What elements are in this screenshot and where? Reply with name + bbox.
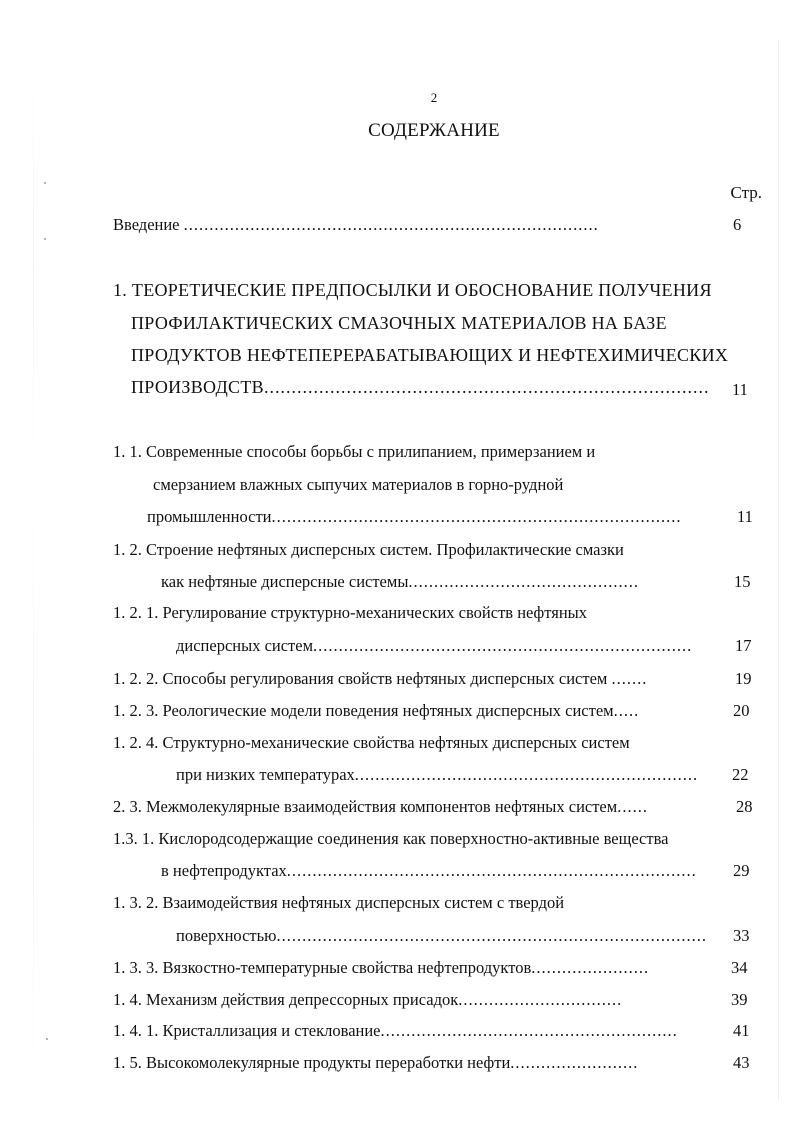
toc-entry: 1. 2. 2. Способы регулирования свойств нефтяных дисперсных систем ....... [113, 669, 648, 688]
toc-chapter-heading: ПРОИЗВОДСТВ................................................................................. [131, 377, 710, 397]
toc-page-number: 11 [732, 380, 748, 399]
toc-entry: поверхностью.................................................................................... [176, 926, 707, 945]
toc-page-number: 17 [735, 636, 752, 655]
toc-page-number: 19 [735, 669, 752, 688]
toc-page-number: 29 [733, 861, 750, 880]
toc-chapter-heading: ПРОФИЛАКТИЧЕСКИХ СМАЗОЧНЫХ МАТЕРИАЛОВ НА БАЗЕ [131, 313, 667, 333]
toc-entry: 2. 3. Межмолекулярные взаимодействия компонентов нефтяных систем...... [113, 797, 648, 816]
toc-page-number: 22 [732, 765, 749, 784]
toc-page-number: 28 [736, 797, 753, 816]
toc-page-number: 43 [733, 1053, 750, 1072]
toc-chapter-heading: 1. ТЕОРЕТИЧЕСКИЕ ПРЕДПОСЫЛКИ И ОБОСНОВАНИЕ ПОЛУЧЕНИЯ [113, 280, 712, 300]
toc-entry: 1. 2. 3. Реологические модели поведения нефтяных дисперсных систем..... [113, 701, 640, 720]
toc-page-number: 39 [731, 990, 748, 1009]
toc-page-number: 41 [733, 1021, 750, 1040]
toc-entry-intro: Введение ................................................................................. [113, 215, 599, 234]
toc-entry: в нефтепродуктах................................................................................ [161, 861, 697, 880]
toc-entry: при низких температурах................................................................... [176, 765, 699, 784]
scan-edge-left [33, 60, 34, 1100]
toc-entry: промышленности................................................................................ [147, 507, 682, 526]
toc-page-number: 15 [734, 572, 751, 591]
toc-entry: 1. 2. 1. Регулирование структурно-механических свойств нефтяных [113, 603, 587, 622]
toc-entry: 1. 4. Механизм действия депрессорных присадок................................ [113, 990, 623, 1009]
toc-entry: 1. 2. 4. Структурно-механические свойства нефтяных дисперсных систем [113, 733, 630, 752]
scan-speck [44, 182, 46, 184]
scan-speck [44, 238, 46, 240]
scan-speck [46, 1038, 48, 1040]
toc-entry: 1. 4. 1. Кристаллизация и стеклование.......................................................... [113, 1021, 678, 1040]
scan-edge-right [778, 40, 779, 1100]
toc-entry: как нефтяные дисперсные системы............................................. [161, 572, 640, 591]
toc-page-number: 33 [733, 926, 750, 945]
toc-entry: 1. 1. Современные способы борьбы с прилипанием, примерзанием и [113, 442, 596, 461]
toc-page-number: 20 [733, 701, 750, 720]
page-title: СОДЕРЖАНИЕ [368, 120, 500, 141]
page-column-header: Стр. [730, 183, 762, 202]
toc-entry: 1.3. 1. Кислородсодержащие соединения как поверхностно-активные вещества [113, 829, 669, 848]
toc-entry: 1. 3. 2. Взаимодействия нефтяных дисперсных систем с твердой [113, 893, 565, 912]
toc-entry: 1. 2. Строение нефтяных дисперсных систем. Профилактические смазки [113, 540, 624, 559]
toc-entry: дисперсных систем.......................................................................... [176, 636, 693, 655]
toc-entry: 1. 5. Высокомолекулярные продукты переработки нефти......................... [113, 1053, 639, 1072]
toc-page-number: 34 [731, 958, 748, 977]
page-number: 2 [430, 90, 438, 105]
toc-entry: 1. 3. 3. Вязкостно-температурные свойства нефтепродуктов....................... [113, 958, 650, 977]
toc-page-number: 6 [733, 215, 742, 234]
toc-page-number: 11 [737, 507, 753, 526]
toc-entry: смерзанием влажных сыпучих материалов в горно-рудной [153, 475, 564, 494]
toc-chapter-heading: ПРОДУКТОВ НЕФТЕПЕРЕРАБАТЫВАЮЩИХ И НЕФТЕХИМИЧЕСКИХ [131, 345, 729, 365]
